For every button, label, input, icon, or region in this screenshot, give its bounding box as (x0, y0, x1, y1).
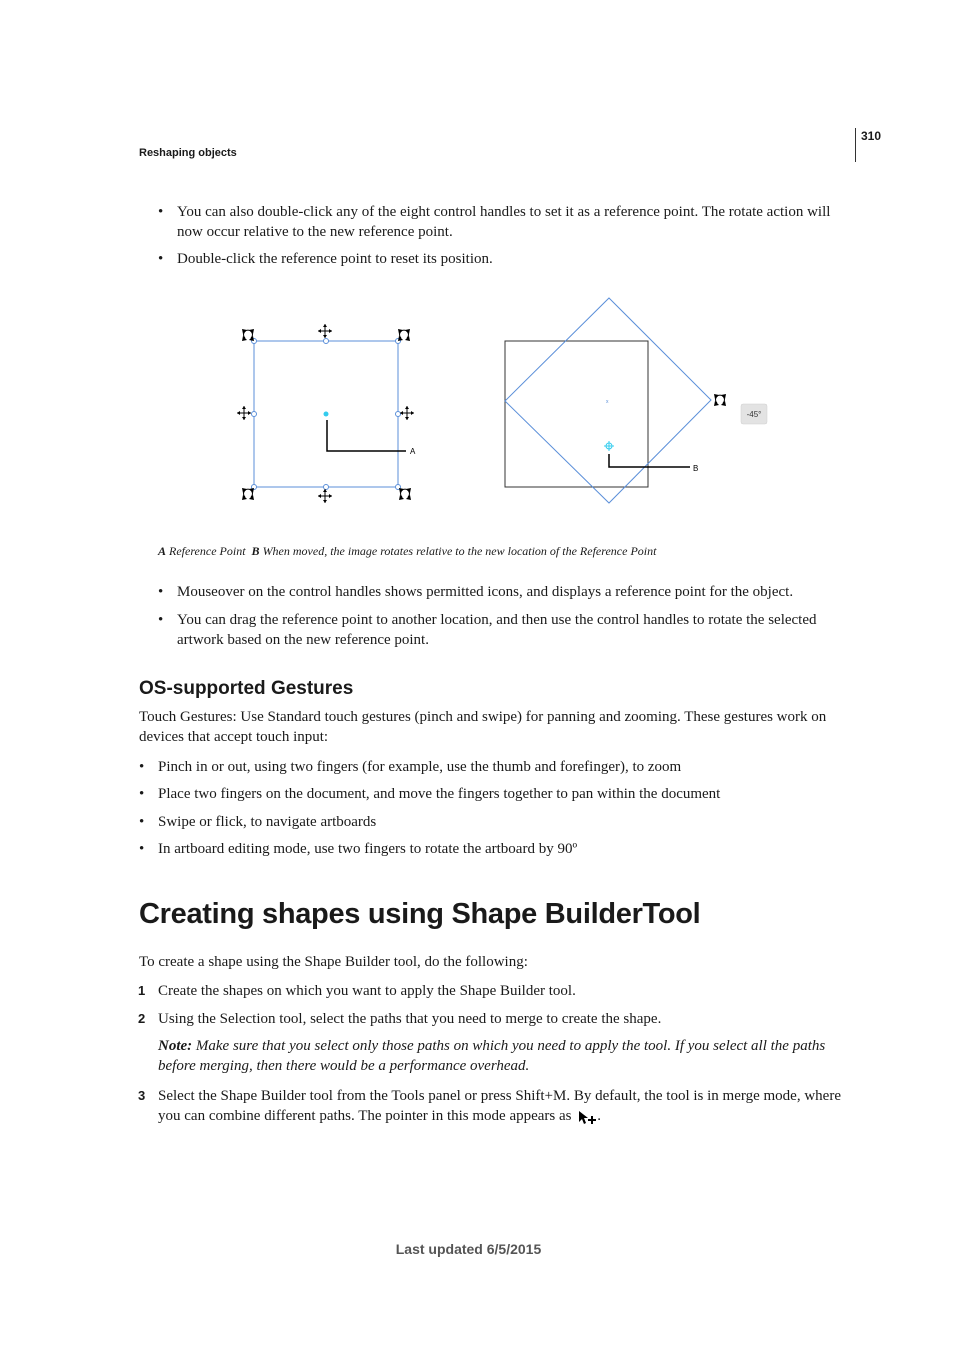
bullet-icon: • (139, 759, 145, 775)
bullet-icon: • (139, 814, 145, 830)
caption-text-a: Reference Point (169, 544, 246, 558)
step-text: Create the shapes on which you want to apply the Shape Builder tool. (158, 983, 576, 999)
list-item (158, 610, 857, 650)
original-square (505, 341, 648, 487)
bullet-icon: • (158, 204, 164, 220)
numbered-step (138, 1086, 848, 1126)
gestures-intro: Touch Gestures: Use Standard touch gestures (pinch and swipe) for panning and zooming. These gestures work on devices that accept touch input: (139, 709, 827, 745)
footer (0, 1241, 954, 1257)
bullet-icon: • (139, 786, 145, 802)
step-text: Select the Shape Builder tool from the Tools panel or press Shift+M. By default, the tool is in merge mode, where you can combine different paths. The pointer in this mode appears as (158, 1088, 841, 1124)
numbered-step (138, 981, 848, 1001)
callout-line-a (327, 420, 406, 451)
last-updated: Last updated 6/5/2015 (395, 1241, 542, 1257)
page-title: Creating shapes using Shape BuilderTool (139, 898, 701, 930)
list-item-text: Pinch in or out, using two fingers (for example, use the thumb and forefinger), to zoom (158, 759, 682, 775)
step-number: 2 (138, 1011, 146, 1026)
move-cursor-icon (318, 489, 332, 503)
note-text: Make sure that you select only those paths on which you need to apply the tool. If you select all the paths before merging, then there would be a performance overhead. (158, 1038, 826, 1074)
list-item (139, 757, 848, 777)
list-item-text: Swipe or flick, to navigate artboards (158, 814, 377, 830)
callout-line-b (609, 454, 690, 467)
step-end-punctuation: . (597, 1108, 601, 1124)
list-item (139, 784, 848, 804)
shape-builder-pointer-icon (578, 1110, 596, 1126)
rotate-cursor-icon (714, 394, 726, 406)
caption-letter-a: A (158, 544, 167, 558)
rotate-cursor-icon (242, 488, 254, 500)
move-cursor-icon (318, 324, 332, 338)
step-number: 3 (138, 1088, 146, 1103)
list-item (139, 839, 848, 859)
left-figure (237, 324, 416, 503)
list-item (139, 812, 848, 832)
bullet-icon: • (158, 251, 164, 267)
rotate-cursor-icon (399, 488, 411, 500)
list-item-text: You can drag the reference point to another location, and then use the control handles to rotate the selected artwork based on the new reference point. (177, 612, 817, 648)
rotate-cursor-icon (242, 329, 254, 341)
control-handle[interactable] (324, 485, 329, 490)
list-item-text: Place two fingers on the document, and move the fingers together to pan within the document (158, 786, 721, 802)
caption-letter-b: B (251, 544, 260, 558)
caption-text-b: When moved, the image rotates relative to the new location of the Reference Point (262, 544, 657, 558)
step-text: Using the Selection tool, select the paths that you need to merge to create the shape. (158, 1011, 662, 1027)
callout-label-a: A (410, 447, 416, 456)
step-number: 1 (138, 983, 146, 998)
bullet-icon: • (158, 612, 164, 628)
numbered-step (138, 1009, 848, 1029)
control-handle[interactable] (252, 412, 257, 417)
gestures-heading: OS-supported Gestures (139, 678, 354, 699)
angle-badge-text: -45° (746, 410, 762, 419)
rotate-cursor-icon (398, 329, 410, 341)
section-header: Reshaping objects (139, 147, 237, 159)
list-item-text: Double-click the reference point to reset its position. (177, 251, 493, 267)
note (158, 1036, 848, 1076)
list-item (158, 582, 857, 602)
page-number: 310 (861, 129, 882, 143)
move-cursor-icon (237, 406, 251, 420)
figure-caption (158, 544, 656, 559)
note-label: Note: (158, 1038, 193, 1054)
moved-reference-point-icon[interactable] (604, 441, 614, 451)
control-handle[interactable] (396, 412, 401, 417)
right-figure (505, 298, 767, 503)
callout-label-b: B (693, 464, 699, 473)
control-handle[interactable] (324, 339, 329, 344)
bullet-icon: • (139, 841, 145, 857)
reference-point-icon[interactable] (324, 412, 329, 417)
list-item-text: In artboard editing mode, use two fingers to rotate the artboard by 90º (158, 841, 578, 857)
center-mark: x (606, 399, 609, 405)
reference-point-figure (0, 0, 954, 540)
list-item-text: Mouseover on the control handles shows permitted icons, and displays a reference point for the object. (177, 584, 794, 600)
list-item-text: You can also double-click any of the eight control handles to set it as a reference point. The rotate action will now occur relative to the new reference point. (177, 204, 831, 240)
shape-builder-intro: To create a shape using the Shape Builder tool, do the following: (139, 954, 528, 970)
bullet-icon: • (158, 584, 164, 600)
move-cursor-icon (400, 406, 414, 420)
